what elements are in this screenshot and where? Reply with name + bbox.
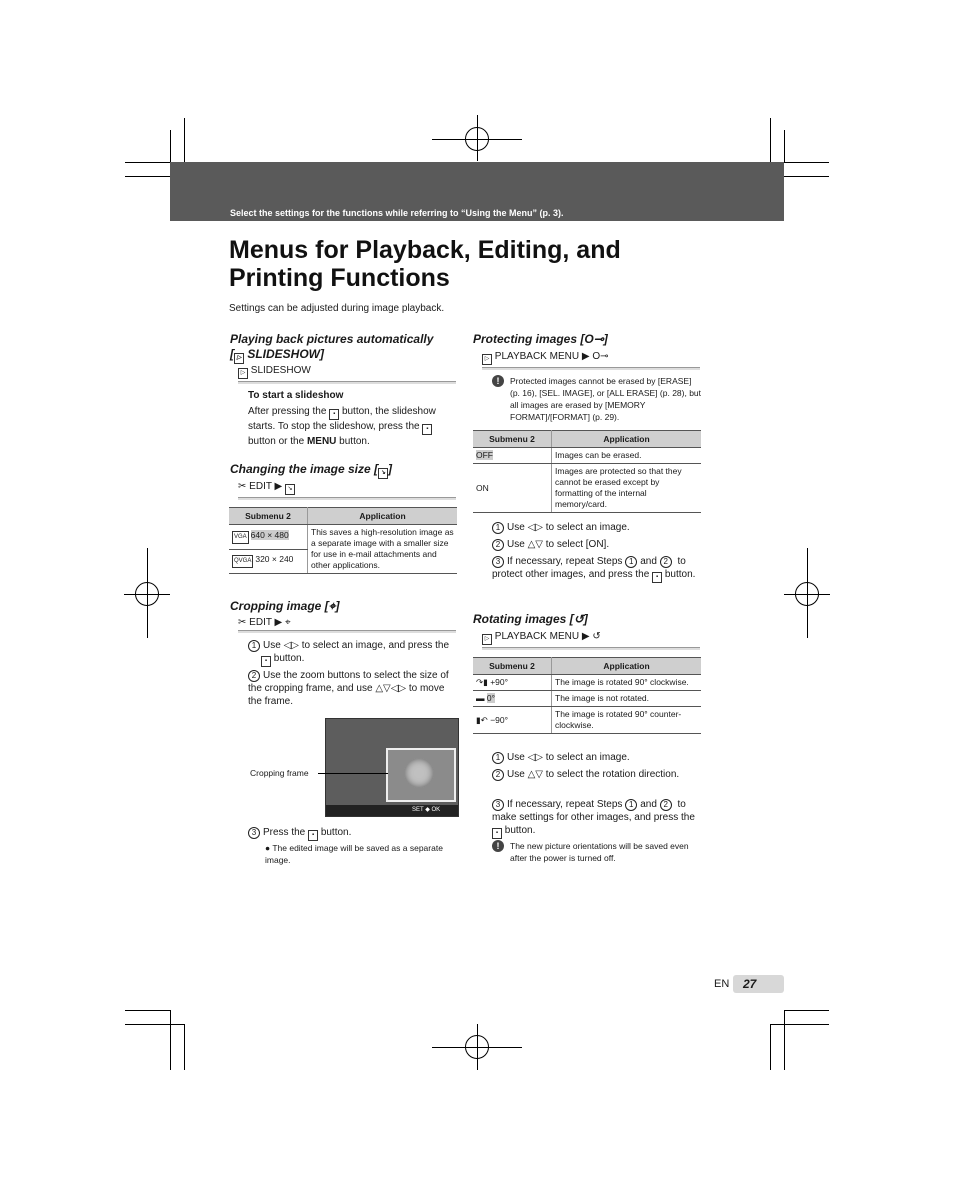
banner-text: Select the settings for the functions while referring to “Using the Menu” (p. 3). [230,208,564,218]
registration-mark [795,582,819,606]
caution-icon: ! [492,375,504,387]
resize-icon: ↘ [285,484,295,495]
playback-icon: ▷ [238,368,248,379]
crop-mark [770,1024,771,1070]
crop-mark [784,1010,829,1011]
intro-text: Settings can be adjusted during image playback. [229,303,445,314]
slideshow-body: After pressing the ▪ button, the slideshow starts. To stop the slideshow, press the ▪ button or the MENU button. [248,406,436,447]
crop-mark [170,130,171,162]
edit-icon: ✂ [238,481,247,492]
cropping-path: ✂ EDIT ▶ ⌖ [238,617,456,631]
rotating-caution: The new picture orientations will be saved even after the power is turned off. [510,841,689,863]
cropping-frame [386,748,456,802]
crop-mark [784,162,829,163]
crop-mark [784,1010,785,1070]
ok-button-icon: ▪ [422,424,432,435]
slideshow-subheading: To start a slideshow [248,390,344,401]
rotating-step-2: 2 Use △▽ to select the rotation direction. [492,768,702,781]
protecting-step-1: 1 Use ◁▷ to select an image. [492,521,630,534]
page-title [229,236,621,292]
protecting-title: Protecting images [O⊸] [473,332,608,346]
language-code: EN [714,978,730,990]
rotating-path: ▷ PLAYBACK MENU ▶ ↺ [482,631,700,648]
rotating-step-1: 1 Use ◁▷ to select an image. [492,751,630,764]
lcd-status-bar: SET ◆ OK [326,805,458,816]
rotate-ccw-icon: ▮↶ [476,714,488,725]
protect-key-icon: O⊸ [584,332,604,346]
rose-photo [404,758,434,788]
page-number-tab [733,975,784,993]
cropping-frame-label: Cropping frame [250,768,309,778]
crop-mark [125,1024,184,1025]
caution-icon: ! [492,840,504,852]
cropping-title: Cropping image [⌖] [230,599,340,613]
protecting-path: ▷ PLAYBACK MENU ▶ O⊸ [482,351,700,368]
playback-icon: ▷ [482,354,492,365]
ok-button-icon: ▪ [329,409,339,420]
protecting-step-2: 2 Use △▽ to select [ON]. [492,538,609,551]
ok-button-icon: ▪ [492,828,502,839]
arrow-keys-icon: △▽◁▷ [375,683,407,694]
protecting-caution: Protected images cannot be erased by [ERASE] (p. 16), [SEL. IMAGE], or [ALL ERASE] (p. 28), but all images are erased by [MEMORY FORMAT]/[FORMAT] (p. 29). [510,376,702,422]
rotate-icon: ↺ [592,631,601,642]
image-size-table: Submenu 2 Application VGA 640 × 480 This saves a high-resolution image as a separate image with a smaller size for use in e-mail attachments and other applications. QVGA 320 × 240 [229,507,457,574]
arrow-keys-icon: ◁▷ [527,752,543,763]
crop-mark [125,1010,170,1011]
cropping-frame-pointer [318,773,388,774]
ok-button-icon: ▪ [652,572,662,583]
title-line-2: Printing Functions [229,264,450,292]
title-line-1: Menus for Playback, Editing, and [229,236,621,264]
rotate-cw-icon: ↷▮ [476,677,488,687]
arrow-keys-icon: △▽ [527,769,543,780]
cropping-step-3: 3 Press the ▪ button. [248,826,351,841]
crop-mark [125,162,170,163]
arrow-keys-icon: ◁▷ [283,640,299,651]
rotating-table: Submenu 2 Application ↷▮ +90° The image is rotated 90° clockwise. ▬ 0° The image is not rotated. ▮↶ −90° The image is rotated 90° counter-clockwise. [473,657,701,734]
rotate-icon: ↺ [573,612,584,626]
playback-icon: ▷ [482,634,492,645]
crop-mark [784,130,785,162]
slideshow-title: Playing back pictures automatically [ ▷ SLIDESHOW] [230,332,433,364]
slideshow-path: ▷ SLIDESHOW [238,365,456,382]
ok-button-icon: ▪ [308,830,318,841]
rotating-title: Rotating images [↺] [473,612,588,626]
crop-mark [170,1010,171,1070]
protecting-step-3: 3 If necessary, repeat Steps 1 and 2 to protect other images, and press the ▪ button. [492,555,702,583]
ok-button-icon: ▪ [261,656,271,667]
cropping-step-2: 2 Use the zoom buttons to select the size of the cropping frame, and use △▽◁▷ to move the frame. [248,670,449,707]
edit-icon: ✂ [238,617,247,628]
no-rotate-icon: ▬ [476,693,485,703]
arrow-keys-icon: △▽ [527,539,543,550]
image-size-path: ✂ EDIT ▶ ↘ [238,481,456,498]
crop-mark [770,1024,829,1025]
page-number: 27 [743,977,757,991]
registration-mark [135,582,159,606]
crop-mark [184,1024,185,1070]
rotating-step-3: 3 If necessary, repeat Steps 1 and 2 to make settings for other images, and press the ▪ button. [492,798,702,839]
protecting-table: Submenu 2 Application OFF Images can be erased. ON Images are protected so that they cannot be erased except by formatting of the internal memory/card. [473,430,701,513]
image-size-title: Changing the image size [ ↘ ] [230,462,392,479]
protect-key-icon: O⊸ [592,351,609,362]
crop-icon: ⌖ [285,617,291,628]
registration-mark [465,127,489,151]
crop-icon: ⌖ [328,599,336,613]
cropping-step-1: 1 Use ◁▷ to select an image, and press the ▪ button. [248,639,458,667]
resize-icon: ↘ [378,468,388,479]
registration-mark [465,1035,489,1059]
arrow-keys-icon: ◁▷ [527,522,543,533]
playback-icon: ▷ [234,353,244,364]
cropping-note: ● The edited image will be saved as a separate image. [265,843,443,865]
